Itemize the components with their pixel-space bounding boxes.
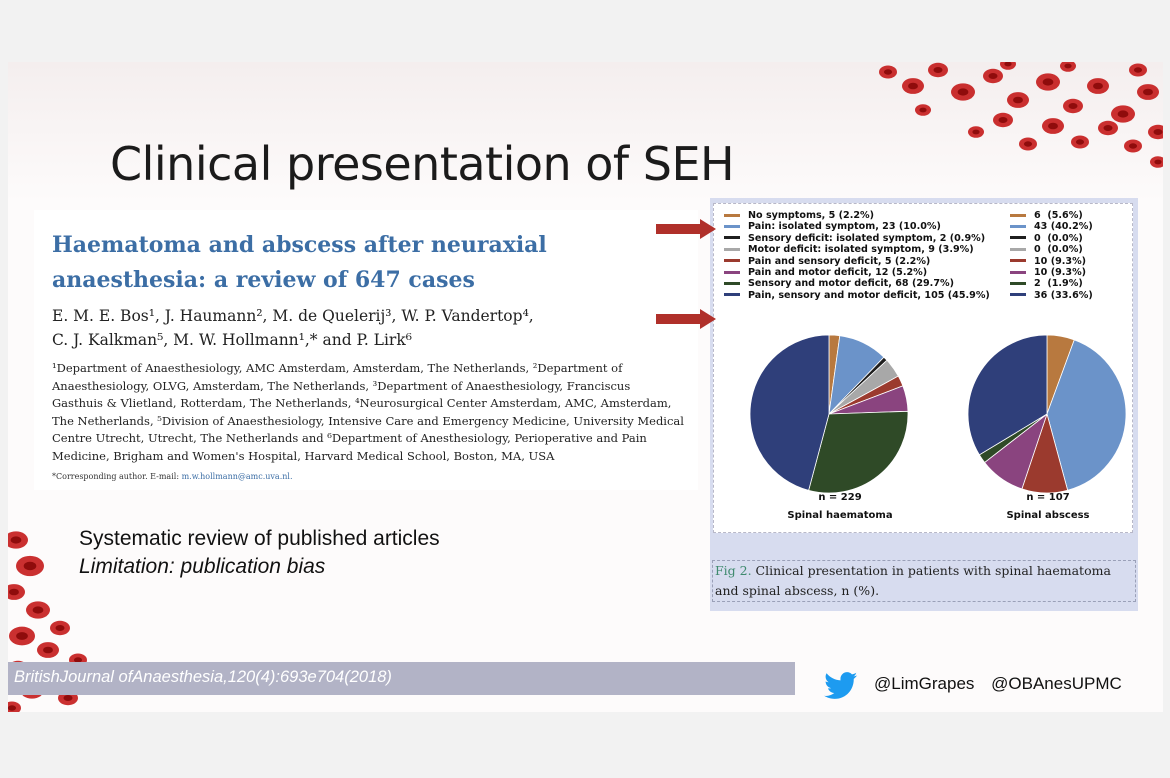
blood-cell-center (33, 606, 44, 613)
blood-cell-center (999, 117, 1008, 123)
slide (8, 62, 1163, 712)
affiliation-line-6: Medicine, Brigham and Women's Hospital, Harvard Medical School, Boston, MA, USA (52, 448, 555, 463)
legend-label: 6 (5.6%) (1034, 210, 1083, 221)
blood-cell-center (1048, 123, 1058, 130)
legend-label: 43 (40.2%) (1034, 221, 1093, 233)
legend-entry-abscess (1010, 278, 1083, 289)
citation: BritishJournal ofAnaesthesia,120(4):693e704(2018) (14, 668, 392, 686)
legend-entry (724, 267, 927, 278)
blood-cell-center (1043, 78, 1054, 85)
blood-cell-center (958, 88, 969, 95)
blood-cell-center (989, 73, 998, 79)
blood-cell-center (1013, 97, 1023, 104)
right-pie-name: Spinal abscess (1006, 510, 1090, 521)
legend-entry (724, 221, 941, 232)
legend-label: Pain and motor deficit, 12 (5.2%) (748, 267, 928, 278)
legend-label: 36 (33.6%) (1034, 289, 1093, 301)
legend-swatch (1010, 259, 1026, 262)
corresponding-label: *Corresponding author. E-mail: (52, 472, 182, 481)
paper-title-line-1: Haematoma and abscess after neuraxial (52, 232, 547, 258)
blood-cell-center (1134, 67, 1142, 72)
legend-swatch (724, 271, 740, 274)
handle-obanesupmc[interactable]: @OBAnesUPMC (991, 674, 1122, 693)
blood-cell-center (1076, 139, 1084, 144)
paper-excerpt (34, 210, 698, 490)
social-handles (874, 674, 1122, 694)
blood-cell-center (1154, 160, 1161, 165)
legend-label: Sensory and motor deficit, 68 (29.7%) (748, 278, 954, 290)
legend-entry (724, 290, 990, 301)
blood-cell-center (11, 536, 22, 543)
legend-swatch (724, 225, 740, 228)
legend-label: Motor deficit: isolated symptom, 9 (3.9%) (748, 244, 974, 256)
legend-entry (724, 210, 874, 221)
blood-cell-center (1093, 83, 1103, 90)
caption-label: Fig 2. (715, 563, 752, 578)
legend-swatch (724, 248, 740, 251)
affiliation-line-2: Anaesthesiology, OLVG, Amsterdam, The Netherlands, ³Department of Anaesthesiology, Franciscus (52, 378, 631, 393)
corresponding-author (52, 472, 293, 481)
blood-cell-center (884, 69, 892, 74)
legend-entry (724, 244, 974, 255)
authors-line-2: C. J. Kalkman⁵, M. W. Hollmann¹,* and P. Lirk⁶ (52, 331, 412, 349)
blood-cell-center (1104, 125, 1113, 131)
blood-cell-center (1024, 141, 1032, 146)
paper-title (52, 228, 672, 298)
legend-entry-abscess (1010, 244, 1083, 255)
blood-cell-center (934, 67, 943, 73)
legend-swatch (724, 282, 740, 285)
authors-line-1: E. M. E. Bos¹, J. Haumann², M. de Quelerij³, W. P. Vandertop⁴, (52, 307, 534, 325)
legend-entry-abscess (1010, 210, 1083, 221)
legend-swatch (1010, 248, 1026, 251)
legend-entry (724, 278, 954, 289)
blood-cell-center (972, 130, 979, 135)
legend-entry-abscess (1010, 221, 1093, 232)
blood-cell-center (1129, 143, 1137, 148)
figure-chart-area (713, 203, 1133, 533)
blood-cell-center (1143, 89, 1153, 96)
legend-swatch (1010, 293, 1026, 296)
legend-label: 2 (1.9%) (1034, 278, 1083, 290)
blood-cell-center (16, 632, 28, 640)
affiliation-line-4: The Netherlands, ⁵Division of Anaesthesiology, Intensive Care and Emergency Medicine, University Medical (52, 413, 684, 428)
caption-line-1: Clinical presentation in patients with spinal haematoma (751, 563, 1111, 578)
handle-limgrapes[interactable]: @LimGrapes (874, 674, 975, 693)
legend-swatch (1010, 225, 1026, 228)
legend-swatch (1010, 271, 1026, 274)
paper-affiliations (52, 360, 692, 466)
slide-title: Clinical presentation of SEH (110, 137, 735, 191)
twitter-bird-icon[interactable] (824, 672, 858, 700)
legend-entry-abscess (1010, 256, 1086, 267)
legend-swatch (1010, 236, 1026, 239)
left-pie-n: n = 229 (818, 492, 862, 503)
red-arrow-icon (656, 219, 718, 239)
paper-title-line-2: anaesthesia: a review of 647 cases (52, 267, 475, 293)
legend-label: Sensory deficit: isolated symptom, 2 (0.9%) (748, 232, 986, 244)
left-pie-name: Spinal haematoma (787, 510, 893, 521)
legend-label: Pain, sensory and motor deficit, 105 (45.9%) (748, 289, 990, 301)
legend-label: 0 (0.0%) (1034, 244, 1083, 256)
legend-label: 10 (9.3%) (1034, 255, 1087, 267)
blood-cell-center (919, 108, 926, 113)
blood-cell-center (8, 705, 16, 710)
blood-cell-center (9, 589, 19, 596)
paper-authors (52, 304, 692, 352)
red-arrow-icon (656, 309, 718, 329)
legend-swatch (1010, 214, 1026, 217)
review-note-1: Systematic review of published articles (79, 527, 440, 550)
blood-cell-center (24, 562, 37, 570)
legend-entry-abscess (1010, 267, 1086, 278)
legend-label: Pain and sensory deficit, 5 (2.2%) (748, 255, 931, 267)
legend-swatch (724, 236, 740, 239)
right-pie-n: n = 107 (1026, 492, 1070, 503)
corresponding-email[interactable]: m.w.hollmann@amc.uva.nl. (181, 472, 293, 481)
blood-cell-center (64, 695, 73, 701)
caption-line-2: and spinal abscess, n (%). (715, 583, 880, 598)
legend-swatch (724, 293, 740, 296)
legend-swatch (724, 214, 740, 217)
review-notes (79, 525, 440, 581)
blood-cell-center (1064, 64, 1071, 69)
legend-label: 0 (0.0%) (1034, 232, 1083, 244)
legend-label: Pain: isolated symptom, 23 (10.0%) (748, 221, 941, 233)
blood-cell-center (1069, 103, 1078, 109)
legend-entry (724, 233, 985, 244)
blood-cell-center (43, 647, 53, 654)
legend-swatch (1010, 282, 1026, 285)
legend-entry-abscess (1010, 233, 1083, 244)
legend-label: No symptoms, 5 (2.2%) (748, 210, 875, 221)
figure-panel (710, 198, 1138, 611)
blood-cell-center (56, 625, 65, 631)
legend-swatch (724, 259, 740, 262)
legend-entry (724, 256, 930, 267)
affiliation-line-5: Centre Utrecht, Utrecht, The Netherlands and ⁶Department of Anesthesiology, Perioperative and Pain (52, 431, 647, 446)
blood-cell-center (908, 83, 918, 90)
affiliation-line-3: Gasthuis & Vlietland, Rotterdam, The Netherlands, ⁴Neurosurgical Center Amsterdam, AMC, Amsterdam, (52, 396, 672, 411)
review-note-2: Limitation: publication bias (79, 555, 326, 578)
affiliation-line-1: ¹Department of Anaesthesiology, AMC Amsterdam, Amsterdam, The Netherlands, ²Department of (52, 361, 623, 375)
footer-bar (8, 662, 795, 695)
legend-label: 10 (9.3%) (1034, 267, 1087, 278)
legend-entry-abscess (1010, 290, 1093, 301)
blood-cell-center (1118, 110, 1129, 117)
blood-cell-center (1154, 129, 1163, 135)
figure-caption (712, 560, 1136, 602)
